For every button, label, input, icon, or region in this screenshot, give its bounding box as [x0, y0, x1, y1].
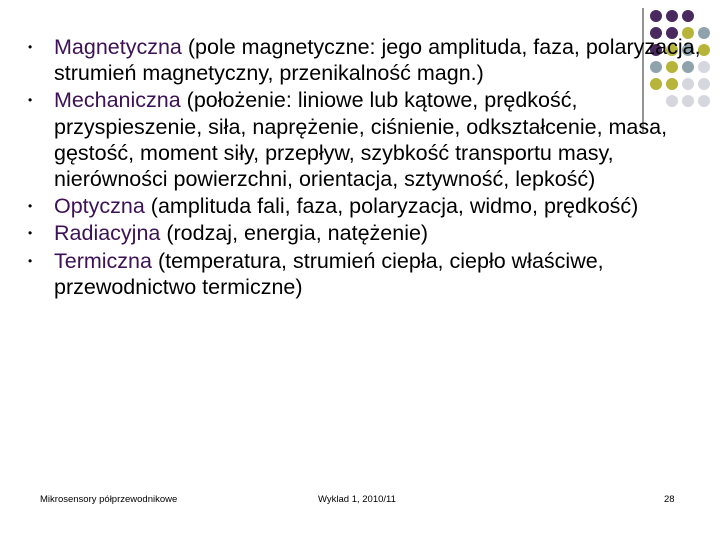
list-item: [22, 34, 702, 86]
list-item: [22, 193, 702, 219]
list-item: [22, 87, 702, 192]
footer-lecture-info: Wyklad 1, 2010/11: [318, 494, 396, 505]
item-term: Termiczna: [54, 248, 152, 273]
item-description: (pole magnetyczne: jego amplituda, faza, polaryzacja, strumień magnetyczny, przenikalność magn.): [54, 35, 701, 86]
deco-dot: [650, 10, 662, 22]
list-item: [22, 220, 702, 246]
item-term: Magnetyczna: [54, 35, 182, 59]
bullet-icon: •: [28, 253, 33, 268]
bullet-icon: •: [28, 40, 33, 54]
deco-dot: [666, 10, 678, 22]
footer-page-number: 28: [664, 494, 675, 505]
bullet-list: [22, 34, 702, 300]
item-description: (temperatura, strumień ciepła, ciepło właściwe, przewodnictwo termiczne): [54, 248, 604, 299]
deco-dot: [682, 10, 694, 22]
slide-content: [22, 34, 702, 301]
item-description: (amplituda fali, faza, polaryzacja, widmo, prędkość): [144, 194, 639, 219]
item-term: Mechaniczna: [54, 88, 181, 113]
item-term: Optyczna: [54, 194, 145, 219]
item-term: Radiacyjna: [54, 221, 161, 246]
item-description: (rodzaj, energia, natężenie): [160, 221, 429, 246]
bullet-icon: •: [28, 93, 33, 108]
footer-course-name: Mikrosensory półprzewodnikowe: [40, 494, 178, 505]
item-description: (położenie: liniowe lub kątowe, prędkość, przyspieszenie, siła, naprężenie, ciśnienie, odkształcenie, masa, gęstość, moment siły, przepływ, szybkość transportu masy, nierówności powierzchni, orientacja, sztywność, lepkość): [54, 88, 668, 192]
bullet-icon: •: [28, 226, 33, 241]
list-item: [22, 248, 702, 300]
bullet-icon: •: [28, 199, 33, 214]
